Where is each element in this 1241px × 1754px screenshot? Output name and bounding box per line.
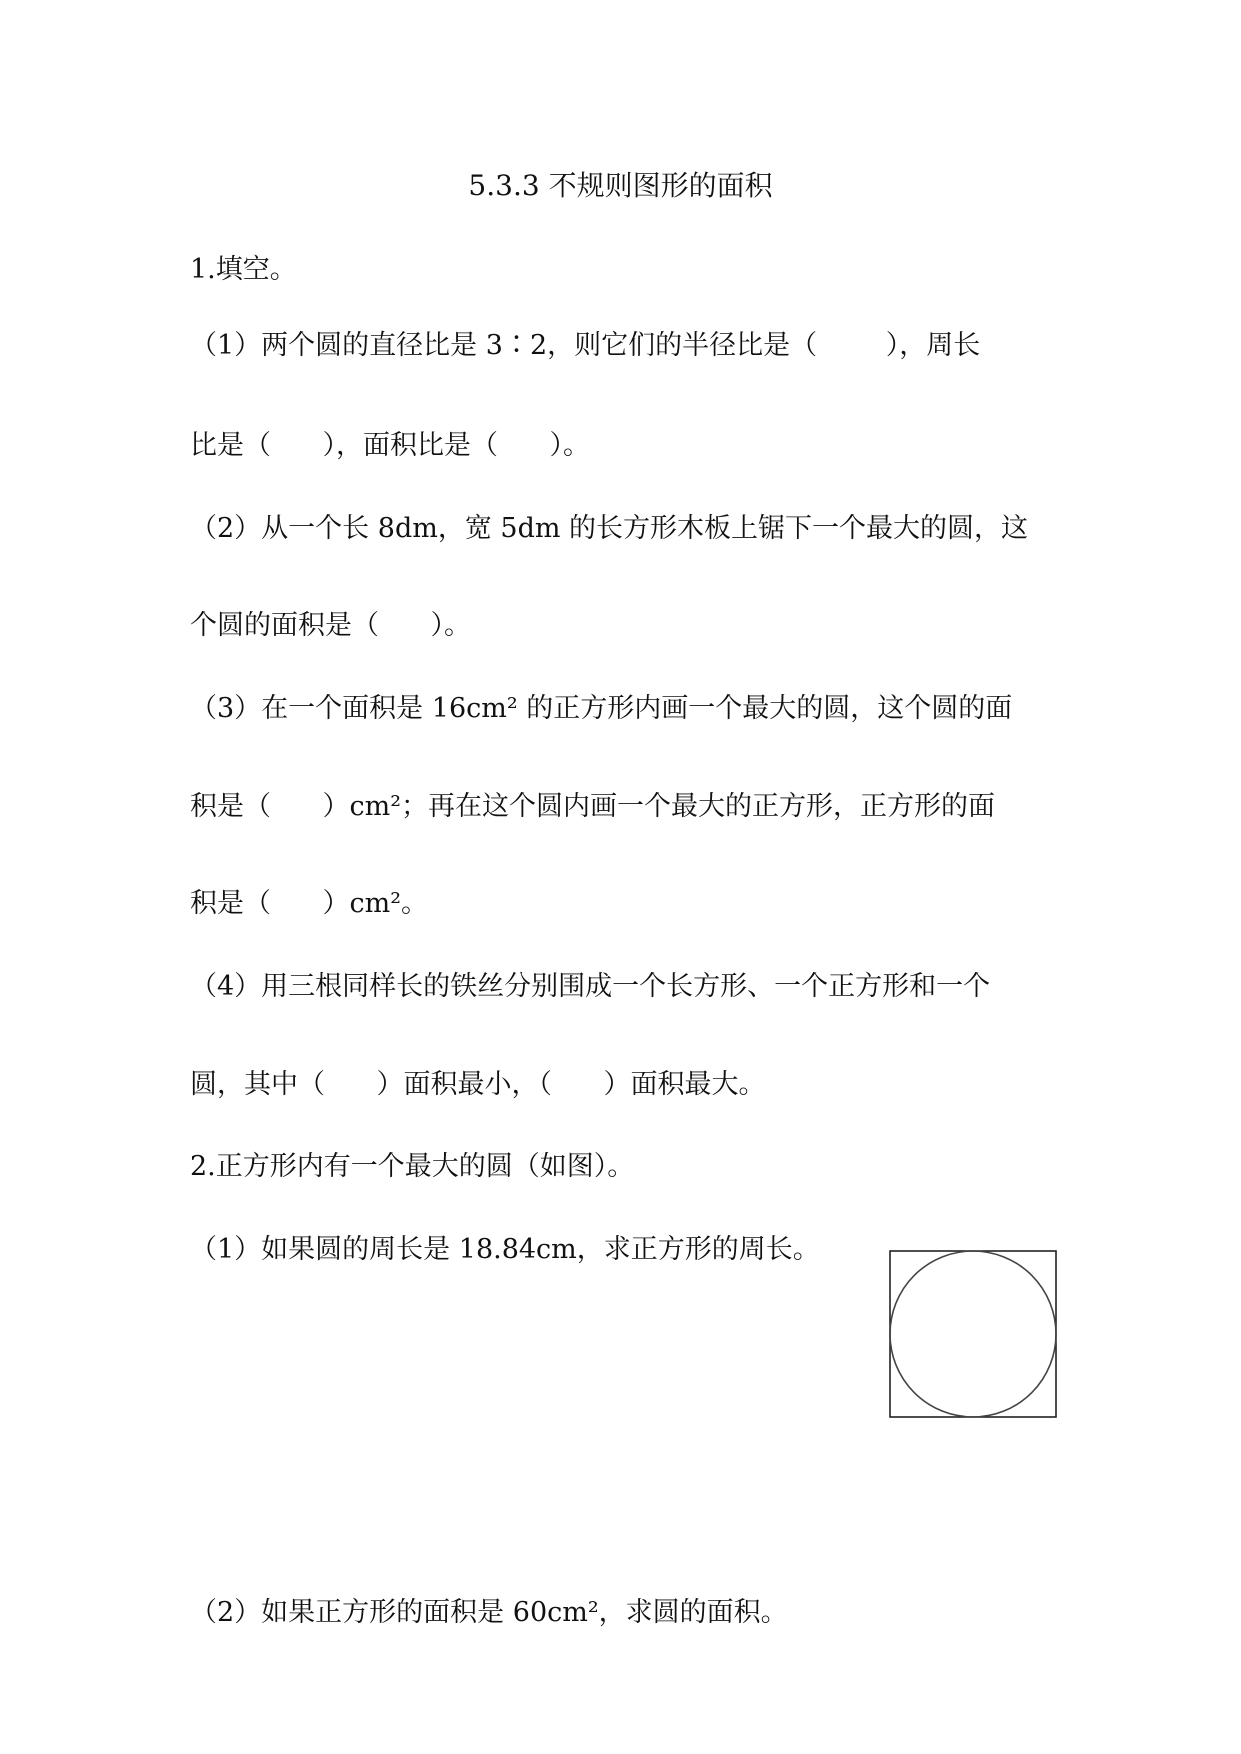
question-1-item-3-line-1: （3）在一个面积是 16cm² 的正方形内画一个最大的圆，这个圆的面 (190, 693, 1013, 724)
question-1-heading: 1.填空。 (190, 254, 297, 285)
question-2-heading: 2.正方形内有一个最大的圆（如图）。 (190, 1151, 635, 1182)
question-1-item-4-line-2: 圆，其中（ ）面积最小，（ ）面积最大。 (190, 1069, 766, 1100)
question-1-item-1-line-2: 比是（ ），面积比是（ ）。 (190, 430, 590, 461)
question-2-item-2: （2）如果正方形的面积是 60cm²，求圆的面积。 (190, 1597, 788, 1628)
page-title: 5.3.3 不规则图形的面积 (468, 169, 773, 202)
question-1-item-2-line-2: 个圆的面积是（ ）。 (190, 610, 471, 641)
question-1-item-1-line-1: （1）两个圆的直径比是 3∶2，则它们的半径比是（ ），周长 (190, 330, 981, 361)
inscribed-circle (890, 1251, 1056, 1417)
square-outline (890, 1251, 1056, 1417)
question-1-item-3-line-2: 积是（ ）cm²；再在这个圆内画一个最大的正方形，正方形的面 (190, 791, 996, 822)
question-2-item-1: （1）如果圆的周长是 18.84cm，求正方形的周长。 (190, 1234, 820, 1265)
question-1-item-3-line-3: 积是（ ）cm²。 (190, 888, 429, 919)
question-1-item-4-line-1: （4）用三根同样长的铁丝分别围成一个长方形、一个正方形和一个 (190, 971, 991, 1002)
question-1-item-2-line-1: （2）从一个长 8dm，宽 5dm 的长方形木板上锯下一个最大的圆，这 (190, 513, 1029, 544)
square-with-inscribed-circle-figure (889, 1250, 1057, 1418)
